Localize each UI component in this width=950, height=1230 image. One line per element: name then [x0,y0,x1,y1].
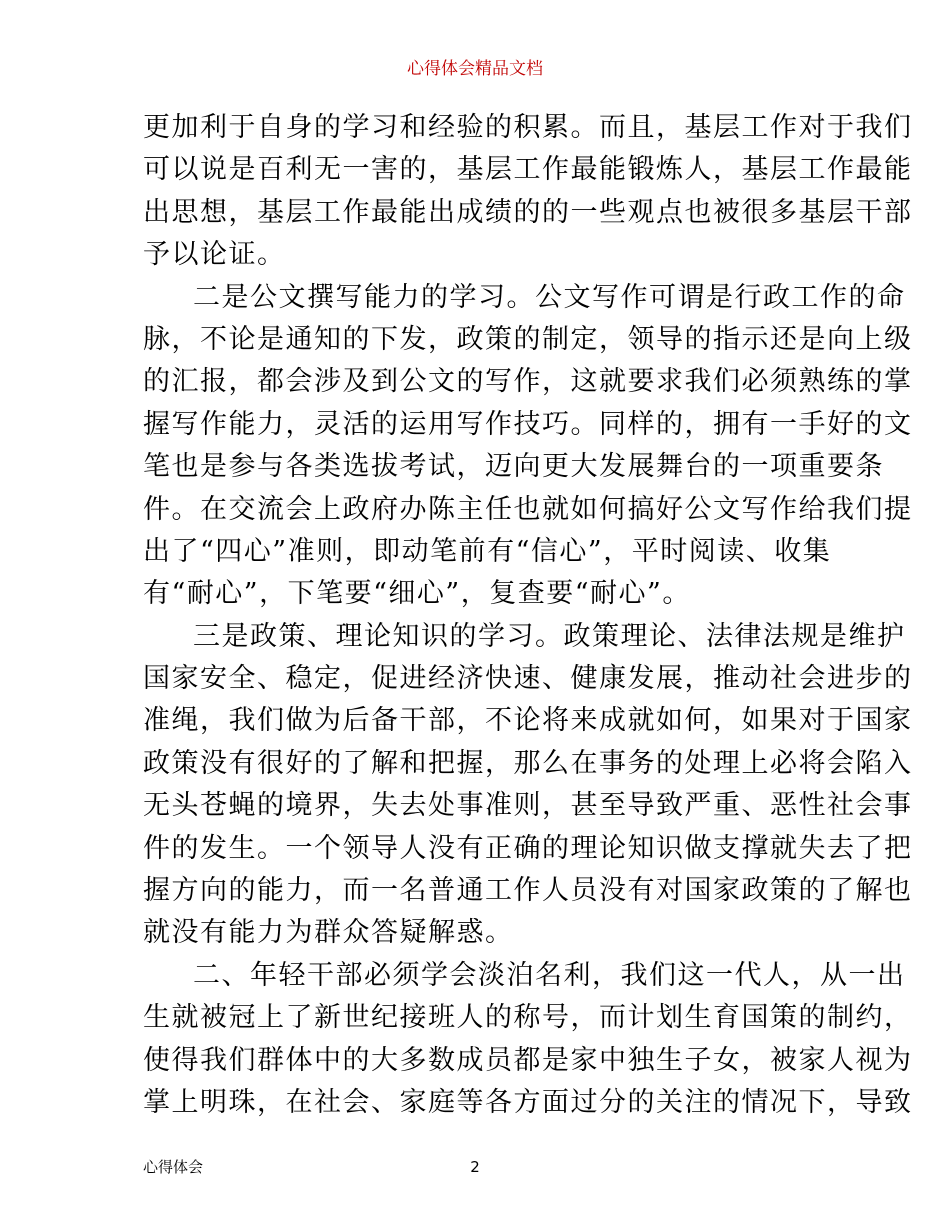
paragraph-first-line: 二、年轻干部必须学会淡泊名利，我们这一代人，从一出 [193,959,906,991]
text-line: 更加利于自身的学习和经验的积累。而且，基层工作对于我们 [143,112,913,143]
text-line: 予以论证。 [143,239,286,271]
text-line: 件的发生。一个领导人没有正确的理论知识做支撑就失去了把 [143,832,913,864]
page-number: 2 [470,1158,480,1176]
text-line: 可以说是百利无一害的，基层工作最能锻炼人，基层工作最能 [143,154,913,186]
paragraph-first-line: 二是公文撰写能力的学习。公文写作可谓是行政工作的命 [193,281,906,313]
page-header-title: 心得体会精品文档 [407,59,543,79]
text-line: 出思想，基层工作最能出成绩的的一些观点也被很多基层干部 [143,196,913,228]
text-line: 使得我们群体中的大多数成员都是家中独生子女，被家人视为 [143,1044,913,1076]
text-line: 件。在交流会上政府办陈主任也就如何搞好公文写作给我们提 [143,493,913,525]
text-line: 无头苍蝇的境界，失去处事准则，甚至导致严重、恶性社会事 [143,790,913,822]
document-body [143,107,913,1124]
text-line: 就没有能力为群众答疑解惑。 [143,917,514,949]
text-line: 掌上明珠，在社会、家庭等各方面过分的关注的情况下，导致 [143,1086,913,1118]
text-line: 有“耐心”，下笔要“细心”，复查要“耐心”。 [143,578,691,610]
text-line: 政策没有很好的了解和把握，那么在事务的处理上必将会陷入 [143,747,913,779]
text-line: 的汇报，都会涉及到公文的写作，这就要求我们必须熟练的掌 [143,366,913,398]
text-line: 笔也是参与各类选拔考试，迈向更大发展舞台的一项重要条 [143,451,884,483]
text-line: 脉，不论是通知的下发，政策的制定，领导的指示还是向上级 [143,323,913,355]
text-line: 生就被冠上了新世纪接班人的称号，而计划生育国策的制约， [143,1002,913,1034]
text-line: 出了“四心”准则，即动笔前有“信心”，平时阅读、收集 [143,535,832,567]
text-line: 握写作能力，灵活的运用写作技巧。同样的，拥有一手好的文 [143,408,913,440]
footer-label: 心得体会 [143,1158,204,1176]
text-line: 握方向的能力，而一名普通工作人员没有对国家政策的了解也 [143,875,913,907]
paragraph-first-line: 三是政策、理论知识的学习。政策理论、法律法规是维护 [193,620,906,652]
text-line: 国家安全、稳定，促进经济快速、健康发展，推动社会进步的 [143,663,913,695]
text-line: 准绳，我们做为后备干部，不论将来成就如何，如果对于国家 [143,705,913,737]
